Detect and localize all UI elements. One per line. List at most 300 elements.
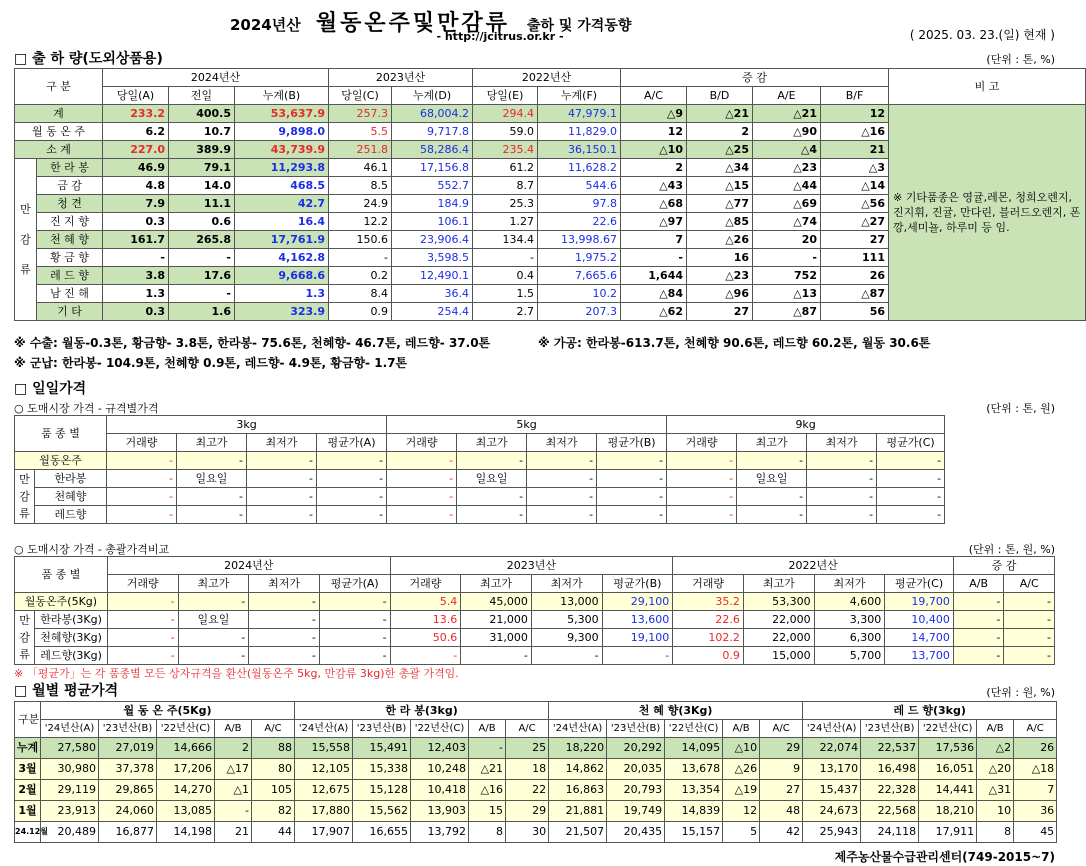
ship-cell: 25.3: [473, 195, 538, 213]
monthly-cell: 26: [1014, 738, 1057, 759]
ship-row-name: 기 타: [37, 303, 103, 321]
monthly-cell: 14,441: [919, 780, 977, 801]
daily-col-5kg: 5kg: [387, 416, 667, 434]
ship-cell: 552.7: [392, 177, 473, 195]
ship-row-name: 레 드 향: [37, 267, 103, 285]
ship-cell: 3,598.5: [392, 249, 473, 267]
col-2024: 2024년산: [103, 69, 329, 87]
monthly-cell: 14,666: [157, 738, 215, 759]
mangam-char: 감: [19, 631, 30, 644]
monthly-cell: 17,880: [295, 801, 353, 822]
total-subheader: A/C: [1004, 575, 1055, 593]
ship-cell: 134.4: [473, 231, 538, 249]
total-cell: 22,000: [743, 611, 814, 629]
daily-subheader: 평균가(C): [877, 434, 945, 452]
monthly-cell: 16,051: [919, 759, 977, 780]
total-cell: 5,700: [814, 647, 885, 665]
ship-cell: -: [753, 249, 821, 267]
total-subheader: 평균가(C): [885, 575, 954, 593]
monthly-cell: △16: [469, 780, 506, 801]
daily-cell: -: [877, 452, 945, 470]
monthly-cell: 10,418: [411, 780, 469, 801]
total-cell: -: [953, 629, 1003, 647]
monthly-cell: 21: [215, 822, 252, 843]
ship-cell: -: [169, 285, 235, 303]
monthly-cell: 20,435: [607, 822, 665, 843]
monthly-cell: 17,206: [157, 759, 215, 780]
monthly-price-table: [14, 701, 1057, 843]
total-cell: -: [953, 593, 1003, 611]
total-cell: -: [1004, 629, 1055, 647]
ship-row-name: 계: [15, 105, 103, 123]
ship-cell: △15: [687, 177, 753, 195]
monthly-cell: 29: [506, 801, 549, 822]
mangam-char: 만: [19, 614, 30, 627]
daily-cell: -: [457, 506, 527, 524]
ship-cell: 254.4: [392, 303, 473, 321]
ship-cell: 21: [821, 141, 889, 159]
total-col-jeungam: 증 감: [953, 557, 1054, 575]
mangam-char: 감: [20, 232, 31, 246]
daily-cell: -: [807, 452, 877, 470]
total-row: [15, 647, 1055, 665]
ship-cell: △90: [753, 123, 821, 141]
monthly-row: [15, 780, 1057, 801]
ship-cell: 233.2: [103, 105, 169, 123]
monthly-cell: 14,839: [665, 801, 723, 822]
ship-cell: 3.8: [103, 267, 169, 285]
monthly-subheader: A/C: [506, 720, 549, 738]
monthly-cell: 13,170: [803, 759, 861, 780]
total-col-2022: 2022년산: [673, 557, 954, 575]
monthly-row-name: 24.12월: [15, 822, 41, 843]
total-row: [15, 611, 1055, 629]
daily-cell: -: [877, 470, 945, 488]
ship-cell: 27: [821, 231, 889, 249]
monthly-subheader: '24년산(A): [295, 720, 353, 738]
ship-cell: △96: [687, 285, 753, 303]
ship-row-name: 남 진 해: [37, 285, 103, 303]
monthly-row: [15, 801, 1057, 822]
daily-cell: -: [107, 506, 177, 524]
total-cell: 53,300: [743, 593, 814, 611]
monthly-cell: △19: [723, 780, 760, 801]
ship-cell: 400.5: [169, 105, 235, 123]
monthly-cell: 20,489: [41, 822, 99, 843]
monthly-cell: △10: [723, 738, 760, 759]
mangam-char: 류: [19, 507, 30, 520]
total-subheader: 거래량: [673, 575, 744, 593]
ship-cell: -: [473, 249, 538, 267]
monthly-cell: △26: [723, 759, 760, 780]
page-title: [230, 6, 830, 36]
total-cell: 13,700: [885, 647, 954, 665]
monthly-cell: △31: [977, 780, 1014, 801]
monthly-row-name: 2월: [15, 780, 41, 801]
total-cell: -: [249, 647, 320, 665]
ship-cell: △87: [821, 285, 889, 303]
ship-cell: 1.3: [103, 285, 169, 303]
ship-cell: △4: [753, 141, 821, 159]
monthly-cell: 8: [469, 822, 506, 843]
ship-row-name: 청 견: [37, 195, 103, 213]
total-cell: -: [602, 647, 673, 665]
ship-cell: 0.6: [169, 213, 235, 231]
monthly-cell: -: [215, 801, 252, 822]
monthly-subheader: '23년산(B): [607, 720, 665, 738]
daily-cell: -: [247, 470, 317, 488]
monthly-subheader: '24년산(A): [41, 720, 99, 738]
daily-cell: -: [457, 452, 527, 470]
daily-mangam-label: [15, 470, 35, 524]
monthly-subheader: '22년산(C): [157, 720, 215, 738]
total-cell: -: [1004, 593, 1055, 611]
daily-cell: -: [317, 506, 387, 524]
site-url: - http://jcitrus.or.kr -: [436, 30, 564, 43]
ship-cell: 2.7: [473, 303, 538, 321]
monthly-cell: △2: [977, 738, 1014, 759]
total-cell: 13,600: [602, 611, 673, 629]
total-cell: -: [1004, 647, 1055, 665]
monthly-cell: 14,198: [157, 822, 215, 843]
daily-cell: -: [667, 506, 737, 524]
ship-cell: △16: [821, 123, 889, 141]
monthly-cell: 13,903: [411, 801, 469, 822]
ship-cell: 10.7: [169, 123, 235, 141]
total-cell: 10,400: [885, 611, 954, 629]
total-row-name: 천혜향(3Kg): [35, 629, 108, 647]
ship-cell: 12: [821, 105, 889, 123]
mangam-char: 류: [20, 262, 31, 276]
monthly-cell: 16,655: [353, 822, 411, 843]
daily-cell: -: [317, 488, 387, 506]
monthly-cell: 10,248: [411, 759, 469, 780]
title-year: 2024년산: [230, 16, 301, 34]
total-cell: -: [461, 647, 532, 665]
ship-cell: 227.0: [103, 141, 169, 159]
ship-cell: △62: [621, 303, 687, 321]
ship-row-name: 진 지 향: [37, 213, 103, 231]
ship-cell: 8.4: [329, 285, 392, 303]
daily-cell: -: [597, 488, 667, 506]
ship-cell: △34: [687, 159, 753, 177]
total-row: [15, 593, 1055, 611]
daily-cell: 일요일: [737, 470, 807, 488]
total-cell: 35.2: [673, 593, 744, 611]
total-subheader: A/B: [953, 575, 1003, 593]
monthly-cell: 13,792: [411, 822, 469, 843]
total-subheader: 최저가: [249, 575, 320, 593]
daily-row-name: 한라봉: [35, 470, 107, 488]
ship-cell: 11,293.8: [235, 159, 329, 177]
total-cell: 4,600: [814, 593, 885, 611]
ship-cell: 16.4: [235, 213, 329, 231]
monthly-cell: △20: [977, 759, 1014, 780]
monthly-subheader: '23년산(B): [353, 720, 411, 738]
monthly-group-header: 월 동 온 주(5Kg): [41, 702, 295, 720]
monthly-cell: 24,673: [803, 801, 861, 822]
daily-cell: -: [597, 470, 667, 488]
ship-cell: 53,637.9: [235, 105, 329, 123]
ship-cell: △3: [821, 159, 889, 177]
daily-cell: -: [107, 488, 177, 506]
total-cell: 3,300: [814, 611, 885, 629]
ship-cell: △43: [621, 177, 687, 195]
ship-cell: 7: [621, 231, 687, 249]
monthly-subheader: A/C: [760, 720, 803, 738]
daily-cell: -: [807, 470, 877, 488]
total-cell: -: [249, 611, 320, 629]
daily-cell: -: [667, 470, 737, 488]
monthly-cell: 17,536: [919, 738, 977, 759]
daily-cell: -: [107, 470, 177, 488]
ship-cell: 47,979.1: [538, 105, 621, 123]
ship-cell: 544.6: [538, 177, 621, 195]
ship-cell: 17.6: [169, 267, 235, 285]
total-cell: -: [319, 611, 390, 629]
monthly-cell: 15,338: [353, 759, 411, 780]
ship-cell: 161.7: [103, 231, 169, 249]
daily-cell: -: [807, 506, 877, 524]
ship-subheader: A/C: [621, 87, 687, 105]
monthly-row-name: 3월: [15, 759, 41, 780]
monthly-cell: 15,157: [665, 822, 723, 843]
ship-cell: 111: [821, 249, 889, 267]
total-price-table: [14, 556, 1055, 665]
monthly-cell: 22,568: [861, 801, 919, 822]
ship-cell: 22.6: [538, 213, 621, 231]
monthly-cell: 27: [760, 780, 803, 801]
daily-cell: -: [107, 452, 177, 470]
monthly-subheader: '23년산(B): [99, 720, 157, 738]
ship-cell: △26: [687, 231, 753, 249]
daily-row-name: 천혜향: [35, 488, 107, 506]
total-subheader: 평균가(B): [602, 575, 673, 593]
ship-cell: 46.9: [103, 159, 169, 177]
monthly-cell: 29: [760, 738, 803, 759]
daily-cell: 일요일: [457, 470, 527, 488]
monthly-cell: 9: [760, 759, 803, 780]
ship-cell: △44: [753, 177, 821, 195]
ship-cell: 251.8: [329, 141, 392, 159]
monthly-cell: 21,507: [549, 822, 607, 843]
ship-cell: -: [169, 249, 235, 267]
ship-cell: △13: [753, 285, 821, 303]
monthly-subheader: '24년산(A): [803, 720, 861, 738]
ship-cell: 14.0: [169, 177, 235, 195]
ship-cell: 389.9: [169, 141, 235, 159]
ship-cell: -: [329, 249, 392, 267]
ship-subheader: 당일(E): [473, 87, 538, 105]
avg-price-note: ※ 「평균가」는 각 품종별 모든 상자규격을 환산(월동온주 5kg, 만감류 3kg)한 총괄 가격임.: [14, 667, 459, 680]
monthly-cell: △18: [1014, 759, 1057, 780]
ship-cell: △84: [621, 285, 687, 303]
monthly-cell: 15,437: [803, 780, 861, 801]
daily-subheader: 최고가: [177, 434, 247, 452]
ship-cell: 97.8: [538, 195, 621, 213]
monthly-cell: 18,210: [919, 801, 977, 822]
monthly-group-header: 천 혜 향(3Kg): [549, 702, 803, 720]
daily-cell: -: [247, 452, 317, 470]
daily-cell: -: [247, 488, 317, 506]
total-unit: (단위 : 톤, 원, %): [968, 543, 1055, 556]
total-cell: -: [178, 647, 249, 665]
ship-cell: 17,156.8: [392, 159, 473, 177]
monthly-cell: 16,498: [861, 759, 919, 780]
ship-cell: 0.4: [473, 267, 538, 285]
ship-row-name: 황 금 향: [37, 249, 103, 267]
total-col-pumjong: 품 종 별: [15, 557, 108, 593]
monthly-subheader: A/B: [723, 720, 760, 738]
col-bigo: 비 고: [889, 69, 1086, 105]
ship-cell: 10.2: [538, 285, 621, 303]
daily-cell: -: [597, 452, 667, 470]
daily-cell: -: [457, 488, 527, 506]
daily-cell: -: [177, 488, 247, 506]
total-cell: -: [953, 647, 1003, 665]
daily-subheader: 평균가(B): [597, 434, 667, 452]
ship-cell: 23,906.4: [392, 231, 473, 249]
total-cell: 9,300: [531, 629, 602, 647]
monthly-cell: 20,793: [607, 780, 665, 801]
ship-cell: 59.0: [473, 123, 538, 141]
monthly-group-header: 한 라 봉(3kg): [295, 702, 549, 720]
total-cell: 13.6: [390, 611, 461, 629]
monthly-cell: 22,537: [861, 738, 919, 759]
monthly-cell: 14,095: [665, 738, 723, 759]
ship-cell: △27: [821, 213, 889, 231]
total-cell: -: [178, 629, 249, 647]
daily-cell: -: [667, 488, 737, 506]
ship-subheader: 누계(F): [538, 87, 621, 105]
ship-cell: △21: [687, 105, 753, 123]
ship-cell: 27: [687, 303, 753, 321]
monthly-cell: 80: [252, 759, 295, 780]
mangam-char: 감: [19, 490, 30, 503]
ship-cell: △21: [753, 105, 821, 123]
total-mangam-label: [15, 611, 35, 665]
ship-cell: △97: [621, 213, 687, 231]
total-row-name: 레드향(3Kg): [35, 647, 108, 665]
daily-col-pumjong: 품 종 별: [15, 416, 107, 452]
shipment-title: □ 출 하 량(도외상품용): [14, 51, 163, 67]
monthly-cell: 44: [252, 822, 295, 843]
monthly-unit: (단위 : 원, %): [986, 686, 1055, 699]
ship-cell: 11,628.2: [538, 159, 621, 177]
total-subheader: 최저가: [814, 575, 885, 593]
daily-cell: -: [877, 506, 945, 524]
monthly-cell: 17,911: [919, 822, 977, 843]
monthly-cell: 22: [506, 780, 549, 801]
ship-cell: 61.2: [473, 159, 538, 177]
monthly-cell: 25: [506, 738, 549, 759]
ship-subheader: 전일: [169, 87, 235, 105]
monthly-cell: 17,907: [295, 822, 353, 843]
total-subheader: 거래량: [107, 575, 178, 593]
monthly-cell: 12,403: [411, 738, 469, 759]
ship-cell: 7.9: [103, 195, 169, 213]
title-sub: 출하 및 가격동향: [526, 18, 632, 34]
ship-cell: 1.27: [473, 213, 538, 231]
daily-cell: -: [387, 506, 457, 524]
ship-row-name: 한 라 봉: [37, 159, 103, 177]
daily-cell: 일요일: [177, 470, 247, 488]
ship-cell: 106.1: [392, 213, 473, 231]
col-gubun: 구 분: [15, 69, 103, 105]
monthly-subheader: '24년산(A): [549, 720, 607, 738]
daily-row: [15, 506, 945, 524]
monthly-cell: 2: [215, 738, 252, 759]
mangam-label: [15, 159, 37, 321]
monthly-cell: 15,491: [353, 738, 411, 759]
ship-row-name: 월 동 온 주: [15, 123, 103, 141]
monthly-cell: △21: [469, 759, 506, 780]
total-cell: 13,000: [531, 593, 602, 611]
monthly-cell: 29,119: [41, 780, 99, 801]
ship-cell: 9,717.8: [392, 123, 473, 141]
total-cell: 19,700: [885, 593, 954, 611]
monthly-subheader: A/B: [215, 720, 252, 738]
ship-cell: 4.8: [103, 177, 169, 195]
ship-cell: 150.6: [329, 231, 392, 249]
total-col-2024: 2024년산: [107, 557, 390, 575]
total-cell: -: [178, 593, 249, 611]
daily-subheader: 거래량: [387, 434, 457, 452]
monthly-cell: 30: [506, 822, 549, 843]
total-cell: 102.2: [673, 629, 744, 647]
ship-cell: 36,150.1: [538, 141, 621, 159]
monthly-cell: 15,128: [353, 780, 411, 801]
total-subheader: 최저가: [531, 575, 602, 593]
total-cell: 22.6: [673, 611, 744, 629]
monthly-cell: 10: [977, 801, 1014, 822]
total-cell: 45,000: [461, 593, 532, 611]
footer-center: 제주농산물수급관리센터(749-2015~7): [834, 850, 1055, 864]
ship-cell: 1.3: [235, 285, 329, 303]
monthly-row-name: 누계: [15, 738, 41, 759]
total-cell: 5.4: [390, 593, 461, 611]
ship-cell: 752: [753, 267, 821, 285]
daily-price-table: [14, 415, 945, 524]
ship-cell: 46.1: [329, 159, 392, 177]
total-row: [15, 629, 1055, 647]
mangam-char: 만: [19, 473, 30, 486]
ship-cell: -: [621, 249, 687, 267]
daily-subheader: 최저가: [527, 434, 597, 452]
ship-subheader: A/E: [753, 87, 821, 105]
daily-subheader: 최고가: [457, 434, 527, 452]
ship-cell: 58,286.4: [392, 141, 473, 159]
monthly-cell: 29,865: [99, 780, 157, 801]
ship-cell: 56: [821, 303, 889, 321]
daily-cell: -: [877, 488, 945, 506]
ship-cell: 0.3: [103, 213, 169, 231]
total-subheader: 거래량: [390, 575, 461, 593]
total-cell: 5,300: [531, 611, 602, 629]
daily-row: [15, 470, 945, 488]
ship-cell: △23: [687, 267, 753, 285]
total-subheader: 평균가(A): [319, 575, 390, 593]
ship-cell: 0.9: [329, 303, 392, 321]
ship-cell: 235.4: [473, 141, 538, 159]
ship-cell: 79.1: [169, 159, 235, 177]
daily-row-name: 레드향: [35, 506, 107, 524]
monthly-row-name: 1월: [15, 801, 41, 822]
daily-subheader: 거래량: [107, 434, 177, 452]
daily-cell: -: [177, 452, 247, 470]
col-2022: 2022년산: [473, 69, 621, 87]
ship-cell: △23: [753, 159, 821, 177]
